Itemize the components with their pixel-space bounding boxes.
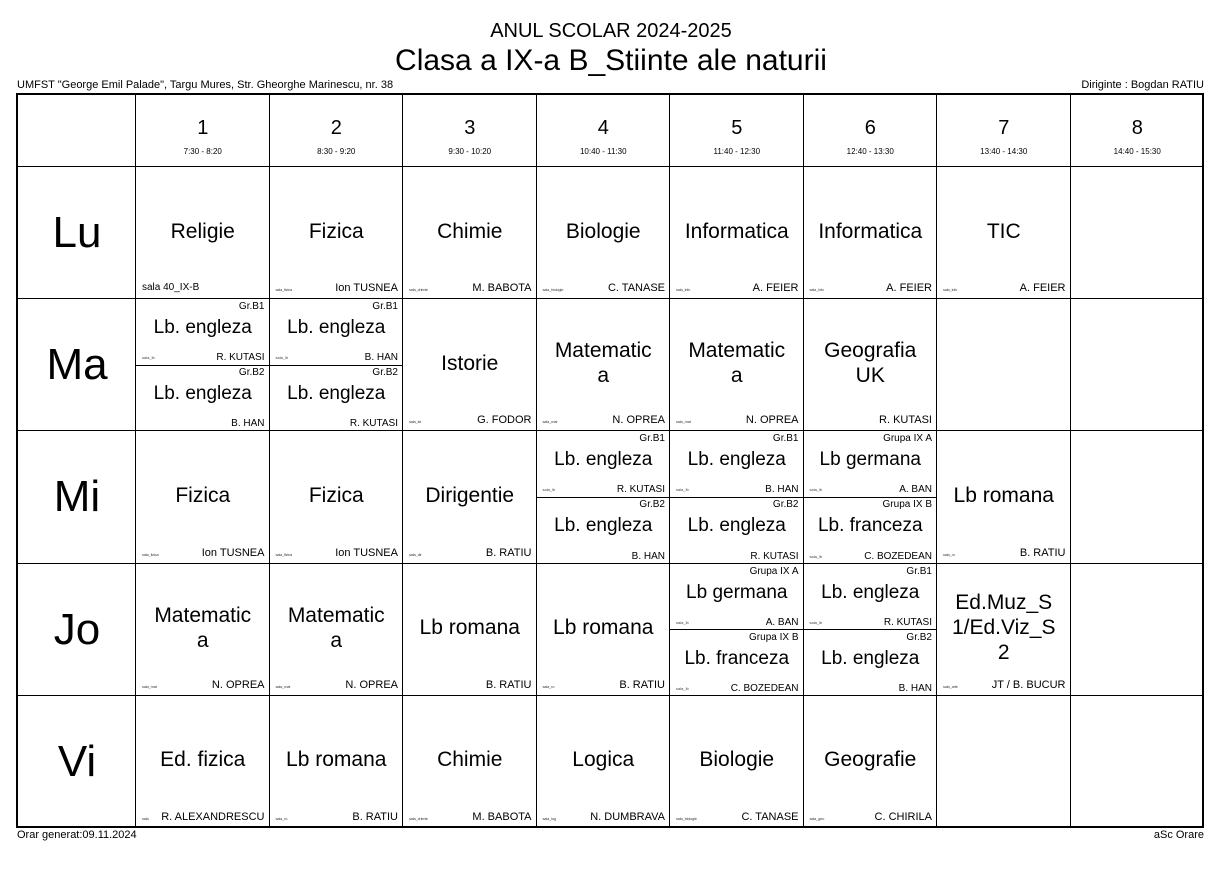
period-time: 10:40 - 11:30 xyxy=(579,147,627,156)
lesson-cell[interactable] xyxy=(136,564,270,696)
lesson-cell[interactable] xyxy=(136,696,270,828)
group-divider xyxy=(136,365,270,366)
lesson-cell[interactable] xyxy=(403,564,537,696)
teacher-name: B. HAN xyxy=(898,682,932,694)
period-number: 6 xyxy=(864,117,876,139)
lesson-group[interactable] xyxy=(804,630,938,696)
teacher-name: A. FEIER xyxy=(752,282,799,295)
subject-name: Lb. franceza xyxy=(684,647,790,669)
teacher-name: R. KUTASI xyxy=(750,550,799,562)
room-label: sala_lb xyxy=(809,553,823,559)
subject-name: Ed. fizica xyxy=(160,748,246,772)
room-label: sala xyxy=(142,815,149,821)
subject-name: Lb. engleza xyxy=(821,581,920,603)
subject-name: Lb germana xyxy=(819,449,921,471)
room-label: sala_lb xyxy=(142,355,155,361)
day-label: Vi xyxy=(57,736,97,786)
subject-name: Fizica xyxy=(175,483,231,507)
lesson-cell[interactable] xyxy=(270,564,404,696)
subject-name: Religie xyxy=(170,219,235,243)
period-header xyxy=(403,95,537,167)
subject-name: Chimie xyxy=(437,219,503,243)
group-label: Gr.B1 xyxy=(639,433,665,445)
lesson-group[interactable] xyxy=(537,431,671,497)
period-number: 2 xyxy=(330,117,342,139)
subject-name: Matematic a xyxy=(154,603,252,652)
room-label: sala_lb xyxy=(676,619,689,625)
teacher-name: N. OPREA xyxy=(745,414,799,427)
subject-name: Lb. franceza xyxy=(817,515,923,537)
subject-name: Lb germana xyxy=(686,581,788,603)
subject-name: Lb romana xyxy=(419,616,520,640)
period-number: 5 xyxy=(731,117,743,139)
room-label: sala_ro xyxy=(275,815,288,821)
class-title: Clasa a IX-a B_Stiinte ale naturii xyxy=(395,44,827,77)
teacher-name: R. KUTASI xyxy=(883,616,932,628)
room-label: sala_biologie xyxy=(542,287,564,293)
subject-name: Informatica xyxy=(684,219,789,243)
lesson-cell[interactable] xyxy=(804,431,938,563)
room-label: sala_lb xyxy=(809,487,823,493)
teacher-name: A. FEIER xyxy=(886,282,932,295)
teacher-name: B. HAN xyxy=(631,550,665,562)
group-label: Grupa IX B xyxy=(749,631,799,643)
lesson-cell[interactable] xyxy=(937,564,1071,696)
group-label: Grupa IX A xyxy=(883,433,932,445)
period-header xyxy=(937,95,1071,167)
subject-name: Lb. engleza xyxy=(287,383,386,405)
room-label: sala_lb xyxy=(676,685,689,691)
teacher-name: N. OPREA xyxy=(345,678,398,691)
teacher-name: B. RATIU xyxy=(619,678,665,691)
teacher-name: JT / B. BUCUR xyxy=(991,678,1066,691)
timetable-grid xyxy=(16,93,1204,828)
lesson-group[interactable] xyxy=(804,431,938,497)
teacher-name: G. FODOR xyxy=(477,414,532,427)
lesson-cell[interactable] xyxy=(270,299,404,431)
room-label: sala_mat xyxy=(275,683,291,689)
room-label: sala_mat xyxy=(542,419,558,425)
lesson-group[interactable] xyxy=(804,497,938,563)
group-label: Gr.B1 xyxy=(772,433,799,445)
room-label: sala_fizica xyxy=(275,551,292,557)
lesson-group[interactable] xyxy=(670,630,804,696)
day-label: Ma xyxy=(46,340,108,390)
period-header xyxy=(270,95,404,167)
group-label: Grupa IX A xyxy=(749,565,799,577)
period-header xyxy=(804,95,938,167)
teacher-name: Ion TUSNEA xyxy=(335,282,398,295)
lesson-cell[interactable] xyxy=(670,564,804,696)
teacher-name: B. HAN xyxy=(231,418,265,430)
period-number: 4 xyxy=(597,117,609,139)
room-label: sala_info xyxy=(943,287,958,293)
room-label: sala_fizica xyxy=(275,287,292,293)
subject-name: Matematic a xyxy=(554,339,652,388)
teacher-name: B. RATIU xyxy=(352,810,398,823)
lesson-group[interactable] xyxy=(670,564,804,630)
room-label: sala_mat xyxy=(676,419,691,425)
group-divider xyxy=(270,365,404,366)
lesson-cell[interactable] xyxy=(937,167,1071,299)
lesson-cell[interactable] xyxy=(136,431,270,563)
lesson-cell[interactable] xyxy=(270,431,404,563)
period-number: 7 xyxy=(998,117,1010,139)
lesson-cell[interactable] xyxy=(670,431,804,563)
lesson-cell[interactable] xyxy=(403,167,537,299)
period-header xyxy=(670,95,804,167)
room-label: sala_info xyxy=(676,287,691,293)
teacher-name: A. BAN xyxy=(765,616,799,628)
teacher-name: Ion TUSNEA xyxy=(201,546,265,559)
subject-name: Lb. engleza xyxy=(554,515,653,537)
lesson-group[interactable] xyxy=(270,365,404,431)
group-label: Gr.B1 xyxy=(372,301,398,313)
group-divider xyxy=(804,629,938,630)
lesson-cell[interactable] xyxy=(670,299,804,431)
teacher-name: B. HAN xyxy=(364,352,398,364)
room-label: sala_geo xyxy=(809,815,825,821)
teacher-name: R. KUTASI xyxy=(349,418,398,430)
lesson-group[interactable] xyxy=(136,299,270,365)
teacher-name: R. ALEXANDRESCU xyxy=(161,810,265,823)
group-divider xyxy=(670,497,804,498)
subject-name: Geografia UK xyxy=(824,339,917,388)
subject-name: Dirigentie xyxy=(425,483,515,507)
room-label: sala_lb xyxy=(809,619,823,625)
lesson-cell[interactable] xyxy=(670,167,804,299)
school-year: ANUL SCOLAR 2024-2025 xyxy=(490,20,732,42)
lesson-group[interactable] xyxy=(136,365,270,431)
lesson-cell[interactable] xyxy=(804,167,938,299)
period-header xyxy=(136,95,270,167)
subject-name: Lb romana xyxy=(553,616,654,640)
subject-name: Lb. engleza xyxy=(153,383,252,405)
lesson-cell[interactable] xyxy=(670,696,804,828)
room-label: sala_ro xyxy=(943,551,955,557)
day-label: Jo xyxy=(53,604,101,654)
teacher-name: C. BOZEDEAN xyxy=(864,550,932,562)
teacher-name: B. RATIU xyxy=(1019,546,1066,559)
teacher-name: B. RATIU xyxy=(485,678,532,691)
group-label: Gr.B1 xyxy=(238,301,265,313)
lesson-cell[interactable] xyxy=(937,431,1071,563)
room-label: sala_lb xyxy=(676,487,689,493)
lesson-cell[interactable] xyxy=(403,696,537,828)
lesson-group[interactable] xyxy=(537,497,671,563)
group-label: Gr.B2 xyxy=(906,631,932,643)
teacher-name: A. BAN xyxy=(899,484,932,496)
room-label: sala_biologie xyxy=(676,815,697,821)
room-label: sala_arte xyxy=(943,683,958,689)
room-label: sala_info xyxy=(809,287,824,293)
period-time: 7:30 - 8:20 xyxy=(183,147,222,156)
lesson-group[interactable] xyxy=(670,497,804,563)
group-divider xyxy=(670,629,804,630)
subject-name: Matematic a xyxy=(287,603,385,652)
lesson-cell[interactable] xyxy=(804,299,938,431)
room-label: sala 40_IX-B xyxy=(142,282,200,294)
lesson-cell[interactable] xyxy=(403,299,537,431)
lesson-cell[interactable] xyxy=(537,696,671,828)
subject-name: Chimie xyxy=(437,748,503,772)
room-label: sala_fizica xyxy=(142,551,159,557)
subject-name: Lb. engleza xyxy=(687,515,786,537)
group-divider xyxy=(537,497,671,498)
day-label: Mi xyxy=(53,472,101,522)
lesson-cell[interactable] xyxy=(537,431,671,563)
subject-name: Fizica xyxy=(308,483,364,507)
lesson-cell[interactable] xyxy=(136,299,270,431)
period-header xyxy=(537,95,671,167)
teacher-name: A. FEIER xyxy=(1019,282,1066,295)
teacher-name: C. CHIRILA xyxy=(874,810,932,823)
period-header xyxy=(1071,95,1205,167)
school-address: UMFST "George Emil Palade", Targu Mures, Str. Gheorghe Marinescu, nr. 38 xyxy=(17,79,394,91)
group-label: Gr.B2 xyxy=(772,499,799,511)
lesson-cell[interactable] xyxy=(537,167,671,299)
lesson-cell[interactable] xyxy=(537,564,671,696)
teacher-name: R. KUTASI xyxy=(879,414,932,427)
period-number: 3 xyxy=(464,117,476,139)
room-label: sala_dir xyxy=(409,551,422,557)
teacher-name: B. HAN xyxy=(765,484,799,496)
software-brand: aSc Orare xyxy=(1153,829,1204,841)
group-label: Grupa IX B xyxy=(882,499,932,511)
lesson-cell[interactable] xyxy=(537,299,671,431)
subject-name: Fizica xyxy=(308,219,364,243)
room-label: sala_lb xyxy=(542,487,556,493)
subject-name: Lb romana xyxy=(953,483,1054,507)
period-number: 1 xyxy=(197,117,209,139)
subject-name: Lb. engleza xyxy=(687,449,786,471)
day-label: Lu xyxy=(52,208,102,258)
teacher-name: C. TANASE xyxy=(607,282,665,295)
period-time: 12:40 - 13:30 xyxy=(846,147,894,156)
teacher-name: C. BOZEDEAN xyxy=(730,682,799,694)
room-label: sala_ist xyxy=(409,419,421,425)
period-time: 9:30 - 10:20 xyxy=(448,147,492,156)
teacher-name: B. RATIU xyxy=(485,546,532,559)
lesson-cell[interactable] xyxy=(403,431,537,563)
generated-date: Orar generat:09.11.2024 xyxy=(17,829,137,841)
teacher-name: M. BABOTA xyxy=(472,810,532,823)
period-number: 8 xyxy=(1131,117,1143,139)
group-label: Gr.B2 xyxy=(372,367,398,379)
teacher-name: Ion TUSNEA xyxy=(335,546,398,559)
subject-name: Lb. engleza xyxy=(821,647,920,669)
teacher-name: N. OPREA xyxy=(612,414,665,427)
room-label: sala_chimie xyxy=(409,815,428,821)
teacher-name: R. KUTASI xyxy=(216,352,265,364)
subject-name: Matematic a xyxy=(688,339,786,388)
room-label: sala_lb xyxy=(275,355,289,361)
group-divider xyxy=(804,497,938,498)
lesson-cell[interactable] xyxy=(270,696,404,828)
lesson-cell[interactable] xyxy=(804,564,938,696)
period-time: 13:40 - 14:30 xyxy=(980,147,1028,156)
lesson-cell[interactable] xyxy=(270,167,404,299)
subject-name: Biologie xyxy=(699,748,775,772)
subject-name: Informatica xyxy=(818,219,923,243)
lesson-group[interactable] xyxy=(804,564,938,630)
subject-name: Istorie xyxy=(441,351,499,375)
room-label: sala_log xyxy=(542,815,556,821)
room-label: sala_mat xyxy=(142,683,157,689)
teacher-name: N. DUMBRAVA xyxy=(590,810,665,823)
group-label: Gr.B2 xyxy=(238,367,265,379)
group-label: Gr.B1 xyxy=(906,565,932,577)
subject-name: Lb. engleza xyxy=(554,449,653,471)
subject-name: Lb. engleza xyxy=(153,317,252,339)
subject-name: Lb romana xyxy=(286,748,387,772)
period-time: 8:30 - 9:20 xyxy=(317,147,356,156)
period-time: 14:40 - 15:30 xyxy=(1113,147,1161,156)
lesson-cell[interactable] xyxy=(804,696,938,828)
subject-name: Logica xyxy=(572,748,635,772)
lesson-group[interactable] xyxy=(270,299,404,365)
teacher-name: C. TANASE xyxy=(741,810,799,823)
subject-name: Biologie xyxy=(565,219,641,243)
room-label: sala_chimie xyxy=(409,287,428,293)
subject-name: TIC xyxy=(986,219,1021,243)
diriginte-label: Diriginte : Bogdan RATIU xyxy=(1081,79,1204,91)
group-label: Gr.B2 xyxy=(639,499,665,511)
lesson-cell[interactable] xyxy=(136,167,270,299)
lesson-group[interactable] xyxy=(670,431,804,497)
subject-name: Ed.Muz_S 1/Ed.Viz_S 2 xyxy=(951,591,1056,665)
subject-name: Geografie xyxy=(824,748,917,772)
subject-name: Lb. engleza xyxy=(287,317,386,339)
teacher-name: R. KUTASI xyxy=(616,484,665,496)
teacher-name: N. OPREA xyxy=(211,678,265,691)
teacher-name: M. BABOTA xyxy=(472,282,532,295)
period-time: 11:40 - 12:30 xyxy=(713,147,761,156)
room-label: sala_ro xyxy=(542,683,555,689)
